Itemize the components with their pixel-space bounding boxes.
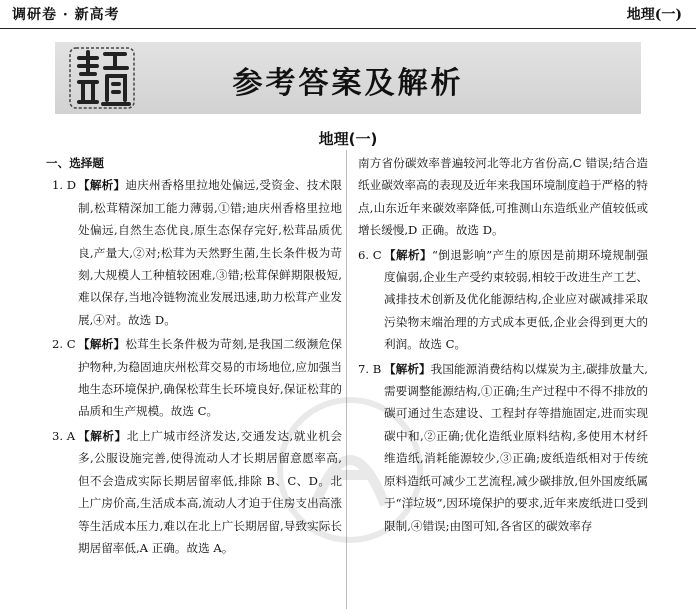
- answer-title: 参考答案及解析: [232, 66, 464, 101]
- analysis-tag: 【解析】: [384, 361, 431, 376]
- subject-title: 地理(一): [318, 130, 378, 148]
- header-subject: 地理(一): [626, 7, 682, 23]
- header-exam-name: 调研卷 · 新高考: [12, 7, 120, 23]
- answer-item-6: [358, 244, 648, 356]
- analysis-tag: 【解析】: [384, 247, 432, 262]
- answer-text: 北上广城市经济发达,交通发达,就业机会多,公服设施完善,使得流动人才长期居留意愿率高,但不会造成实际长期居留率低,排除 B、C、D。北上广房价高,生活成本高,流动人才迫于住房支出高涨等生活成本压力,难以在北上广长期居留,导致实际长期居留率低,A 正确。故选 A。: [78, 428, 342, 555]
- continued-answer-text: 南方省份碳效率普遍较河北等北方省份高,C 错误;结合造纸业碳效率高的表现及近年来我国环境制度趋于严格的特点,山东近年来碳效率降低,可推测山东造纸业产值较低或增长缓慢,D 正确。故选 D。: [358, 156, 648, 238]
- answer-item-2: [52, 333, 342, 423]
- page-header: [0, 0, 696, 29]
- answer-item-1: [52, 174, 342, 331]
- answer-text: 松茸生长条件极为苛刻,是我国二级濒危保护物种,为稳固迪庆州松茸交易的市场地位,应加强当地生态环境保护,确保松茸生长环境良好,保证松茸的品质和生产规模。故选 C。: [78, 337, 342, 419]
- answer-number: 3. A: [52, 428, 76, 443]
- answer-text: “倒退影响”产生的原因是前期环境规制强度偏弱,企业生产受约束较弱,相较于改进生产工艺、减排技术创新及优化能源结构,企业应对碳减排采取污染物末端治理的方式成本更低,企业会得到更大的利润。故选 C。: [384, 247, 648, 352]
- section-heading: 一、选择题: [46, 156, 104, 170]
- answer-number: 1. D: [52, 178, 77, 193]
- analysis-tag: 【解析】: [78, 178, 126, 193]
- answer-item-3: [52, 425, 342, 559]
- right-column: [358, 152, 648, 539]
- answer-number: 2. C: [52, 337, 76, 352]
- title-banner: [55, 42, 641, 114]
- analysis-tag: 【解析】: [78, 428, 127, 443]
- answer-item-7: [358, 358, 648, 537]
- answer-number: 7. B: [358, 361, 382, 376]
- answer-text: 迪庆州香格里拉地处偏远,受资金、技术限制,松茸精深加工能力薄弱,①错;迪庆州香格里拉地处偏远,自然生态优良,原生态保存完好,松茸品质优良,产量大,②对;松茸为天然野生菌,生长条件极为苛刻,大规模人工种植较困难,③错;松茸保鲜期限极短,难以保存,当地冷链物流业发展迅速,助力松茸产业发展,④对。故选 D。: [78, 178, 342, 327]
- answer-number: 6. C: [358, 247, 382, 262]
- analysis-tag: 【解析】: [78, 337, 126, 352]
- left-column: [46, 152, 342, 561]
- answer-text: 我国能源消费结构以煤炭为主,碳排放量大,需要调整能源结构,①正确;生产过程中不得不排放的碳可通过生态建设、工程封存等措施固定,进而实现碳中和,②正确;优化造纸业原料结构,多使用木材纤维造纸,消耗能源较少,③正确;废纸造纸相对于传统原料造纸可减少工艺流程,减少碳排放,但外国废纸属于“洋垃圾”,因环境保护的要求,近年来废纸进口受到限制,④错误;由图可知,各省区的碳效率存: [384, 361, 648, 533]
